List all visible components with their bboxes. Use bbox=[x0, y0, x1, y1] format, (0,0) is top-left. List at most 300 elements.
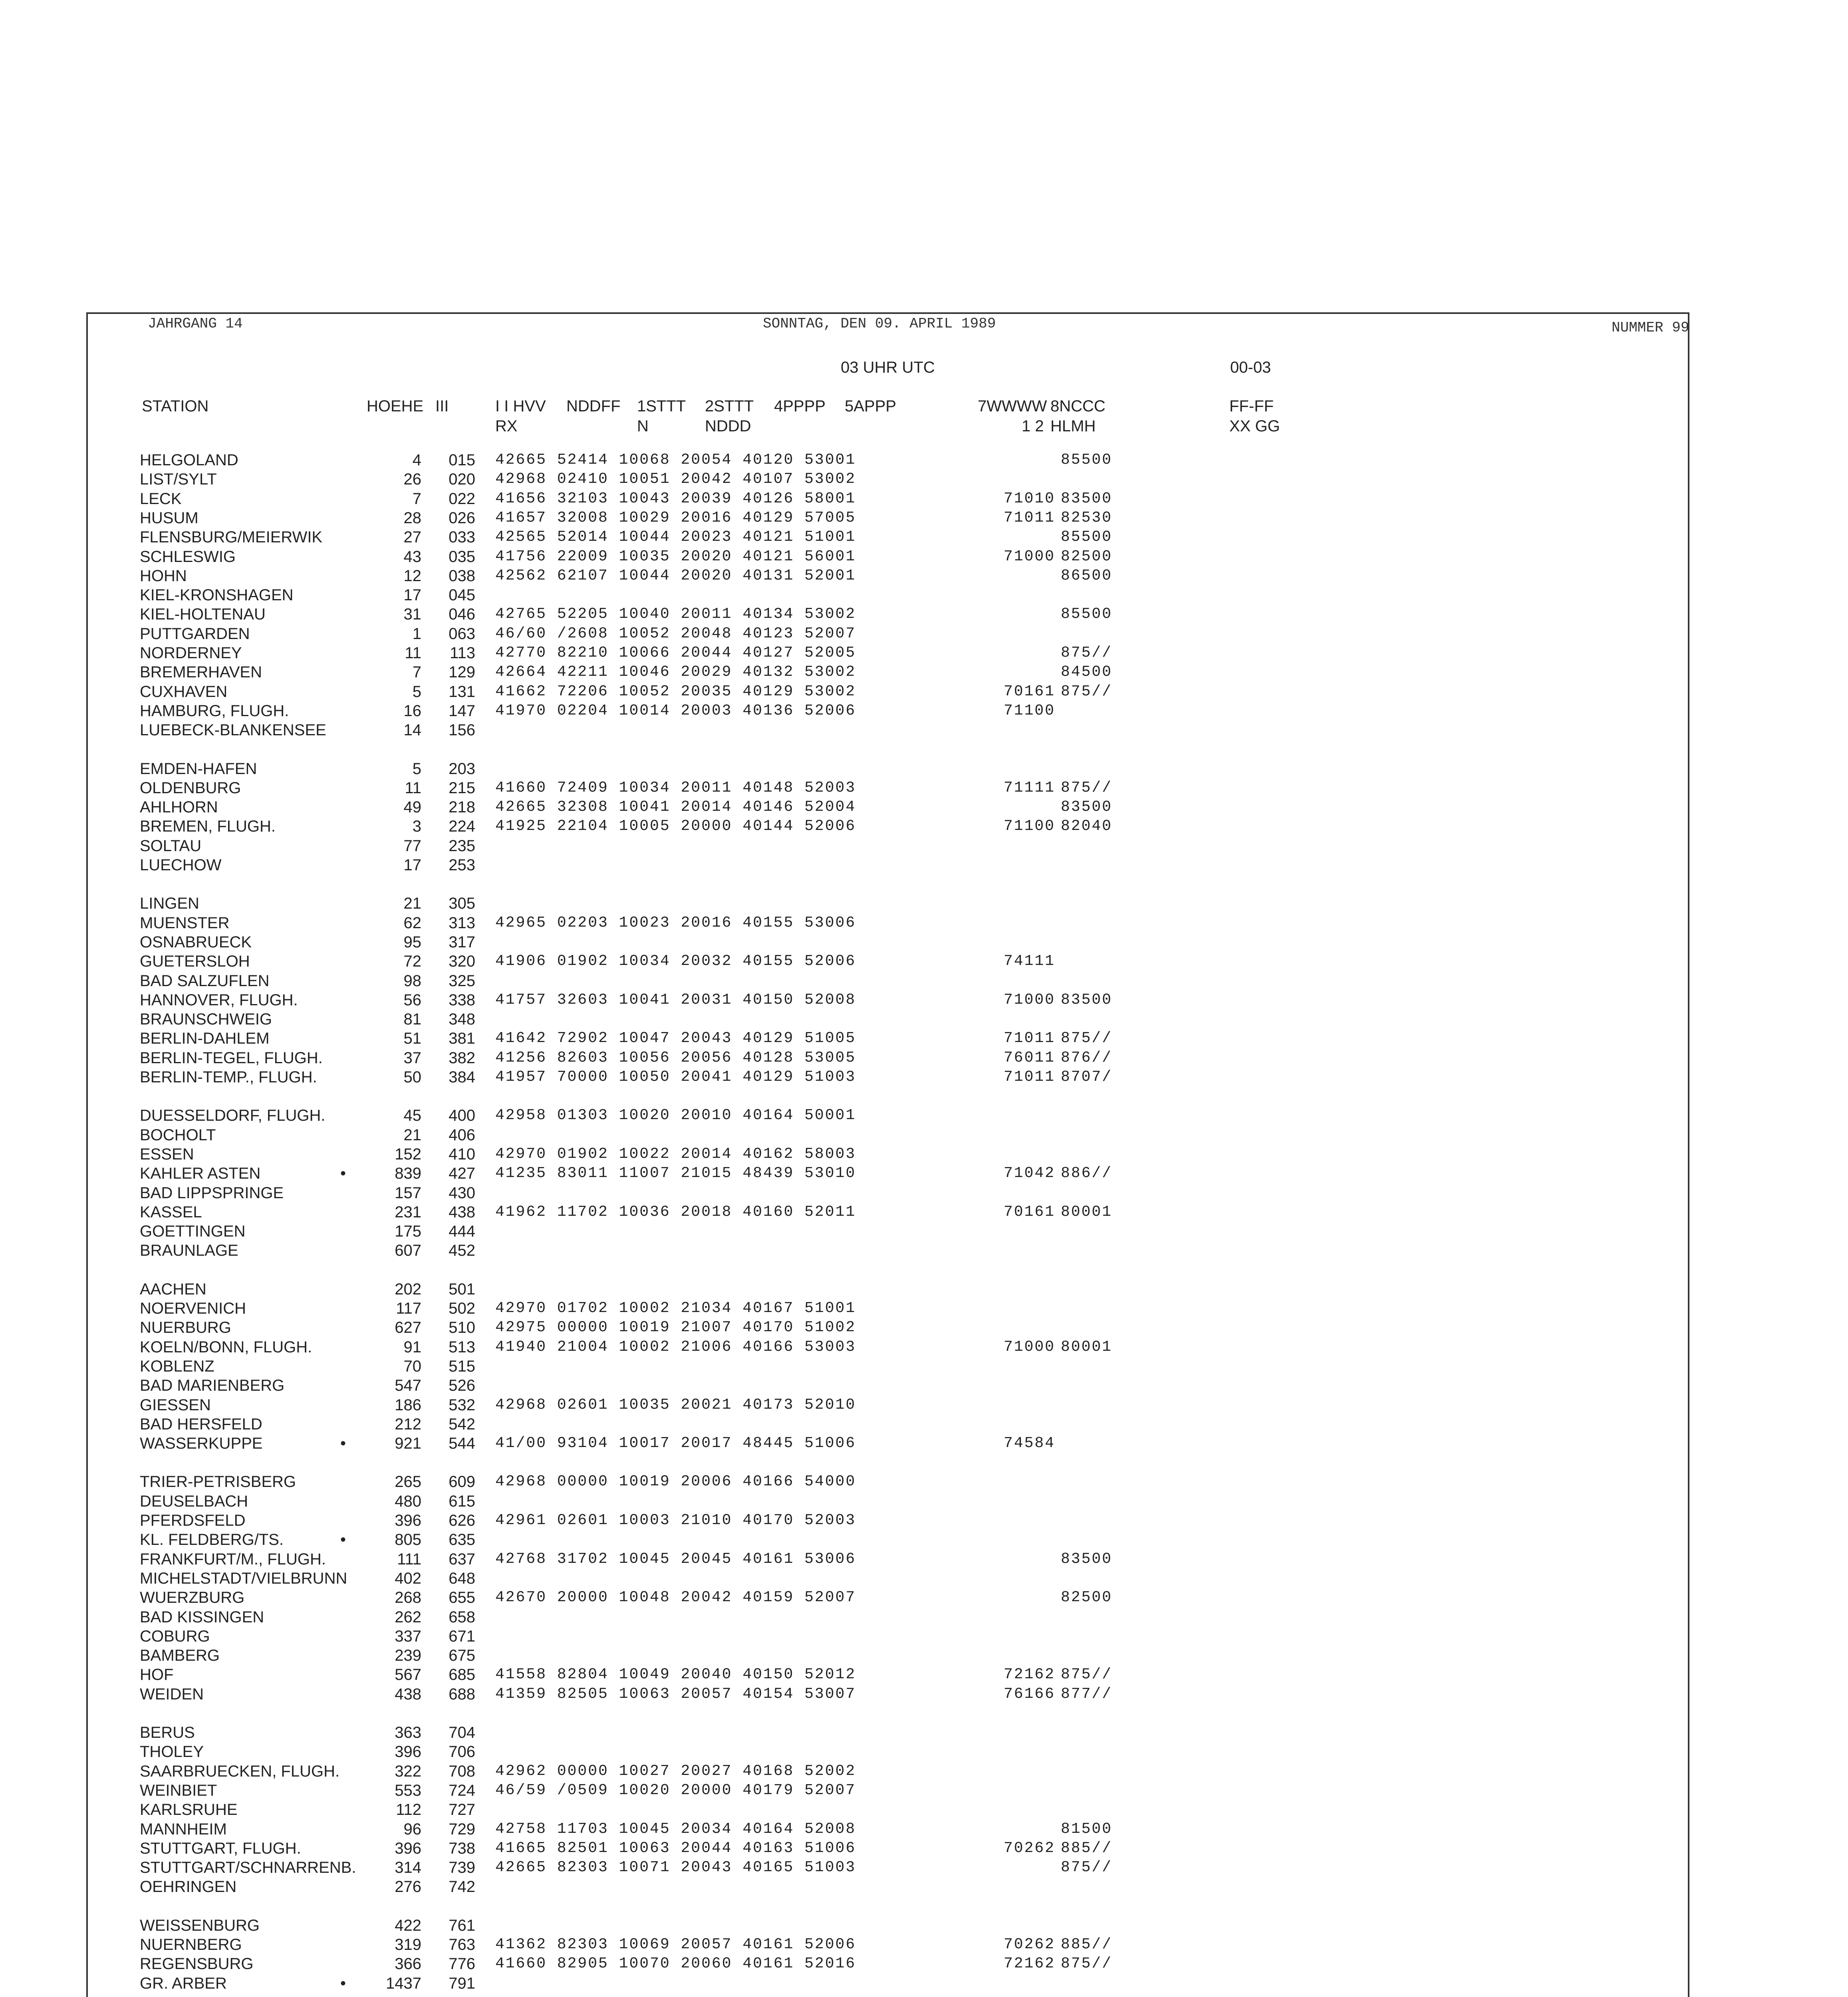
station-height: 480 bbox=[395, 1492, 421, 1510]
station-index: 742 bbox=[449, 1878, 475, 1896]
station-name: BAD HERSFELD bbox=[140, 1415, 262, 1433]
station-height: 49 bbox=[403, 798, 421, 816]
station-height: 26 bbox=[403, 470, 421, 488]
synop-groups: 42962 00000 10027 20027 40168 52002 bbox=[495, 1762, 856, 1780]
cloud-group: 85500 bbox=[1060, 605, 1112, 623]
weather-group: 70262 bbox=[1003, 1839, 1055, 1857]
station-name: KOBLENZ bbox=[140, 1357, 214, 1375]
station-name: HAMBURG, FLUGH. bbox=[140, 702, 289, 720]
synop-groups: 41256 82603 10056 20056 40128 53005 bbox=[495, 1049, 856, 1066]
station-height: 422 bbox=[395, 1916, 421, 1934]
synop-groups: 42961 02601 10003 21010 40170 52003 bbox=[495, 1512, 856, 1529]
station-name: BAD MARIENBERG bbox=[140, 1377, 285, 1395]
station-index: 515 bbox=[449, 1357, 475, 1375]
weather-group: 71011 bbox=[1003, 1068, 1055, 1086]
station-index: 038 bbox=[449, 567, 475, 585]
station-index: 430 bbox=[449, 1184, 475, 1202]
cloud-group: 86500 bbox=[1060, 567, 1112, 584]
station-name: BRAUNLAGE bbox=[140, 1242, 238, 1260]
station-index: 544 bbox=[449, 1435, 475, 1453]
station-index: 317 bbox=[449, 933, 475, 951]
synop-groups: 41660 72409 10034 20011 40148 52003 bbox=[495, 779, 856, 796]
station-name: LINGEN bbox=[140, 895, 199, 913]
col-group7-line1: 7WWWW bbox=[978, 397, 1047, 415]
synop-groups: 42968 00000 10019 20006 40166 54000 bbox=[495, 1473, 856, 1491]
station-height: 366 bbox=[395, 1955, 421, 1973]
station-index: 325 bbox=[449, 972, 475, 990]
synop-groups: 42665 32308 10041 20014 40146 52004 bbox=[495, 798, 856, 816]
station-height: 11 bbox=[405, 644, 421, 662]
cloud-group: 82500 bbox=[1060, 548, 1112, 565]
station-index: 046 bbox=[449, 605, 475, 623]
synop-groups: 42970 01702 10002 21034 40167 51001 bbox=[495, 1300, 856, 1317]
synop-groups: 41970 02204 10014 20003 40136 52006 bbox=[495, 702, 856, 719]
col-group4-line1: 2STTT bbox=[705, 397, 754, 415]
station-name: FLENSBURG/MEIERWIK bbox=[140, 528, 323, 546]
station-name: HUSUM bbox=[140, 509, 198, 527]
synop-groups: 41906 01902 10034 20032 40155 52006 bbox=[495, 953, 856, 970]
cloud-group: 875// bbox=[1060, 1666, 1112, 1683]
station-name: NORDERNEY bbox=[140, 644, 242, 662]
station-height: 112 bbox=[396, 1801, 421, 1819]
station-name: KL. FELDBERG/TS. bbox=[140, 1531, 284, 1549]
weather-group: 71111 bbox=[1003, 779, 1055, 796]
station-name: PFERDSFELD bbox=[140, 1512, 246, 1529]
station-name: LUEBECK-BLANKENSEE bbox=[140, 721, 326, 739]
station-index: 338 bbox=[449, 991, 475, 1009]
station-height: 43 bbox=[403, 548, 421, 566]
weather-group: 71000 bbox=[1003, 1338, 1055, 1356]
weather-group: 71042 bbox=[1003, 1165, 1055, 1182]
station-height: 117 bbox=[396, 1300, 421, 1317]
col-group3 bbox=[637, 396, 686, 436]
station-height: 337 bbox=[395, 1627, 421, 1645]
station-height: 98 bbox=[403, 972, 421, 990]
station-index: 147 bbox=[449, 702, 475, 720]
page-frame bbox=[86, 312, 1689, 1997]
cloud-group: 82530 bbox=[1060, 509, 1112, 526]
station-name: REGENSBURG bbox=[140, 1955, 254, 1973]
station-name: HELGOLAND bbox=[140, 451, 238, 469]
cloud-group: 876// bbox=[1060, 1049, 1112, 1066]
station-index: 129 bbox=[449, 663, 475, 681]
station-index: 348 bbox=[449, 1010, 475, 1028]
station-height: 268 bbox=[395, 1589, 421, 1607]
station-index: 410 bbox=[449, 1145, 475, 1163]
weather-group: 74111 bbox=[1003, 953, 1055, 970]
station-name: KARLSRUHE bbox=[140, 1801, 238, 1819]
station-name: GOETTINGEN bbox=[140, 1223, 246, 1241]
station-name: WEINBIET bbox=[140, 1781, 217, 1799]
station-height: 1437 bbox=[386, 1974, 421, 1992]
station-height: 547 bbox=[395, 1377, 421, 1395]
station-height: 202 bbox=[395, 1280, 421, 1298]
cloud-group: 875// bbox=[1060, 779, 1112, 796]
station-name: KOELN/BONN, FLUGH. bbox=[140, 1338, 312, 1356]
station-index: 791 bbox=[449, 1974, 475, 1992]
synop-groups: 42758 11703 10045 20034 40164 52008 bbox=[495, 1820, 856, 1838]
station-name: HOF bbox=[140, 1666, 174, 1684]
station-name: MUENSTER bbox=[140, 914, 230, 932]
station-name: CUXHAVEN bbox=[140, 683, 228, 701]
station-index: 776 bbox=[449, 1955, 475, 1973]
station-height: 56 bbox=[403, 991, 421, 1009]
synop-groups: 41660 82905 10070 20060 40161 52016 bbox=[495, 1955, 856, 1973]
synop-groups: 41757 32603 10041 20031 40150 52008 bbox=[495, 991, 856, 1008]
station-height: 77 bbox=[403, 837, 421, 855]
station-height: 239 bbox=[395, 1647, 421, 1665]
station-index: 382 bbox=[449, 1049, 475, 1067]
station-index: 739 bbox=[449, 1859, 475, 1877]
station-index: 688 bbox=[449, 1685, 475, 1703]
station-height: 50 bbox=[403, 1068, 421, 1086]
col-group7 bbox=[978, 396, 1047, 436]
station-height: 111 bbox=[397, 1550, 421, 1568]
station-index: 131 bbox=[449, 683, 475, 701]
station-height: 11 bbox=[405, 779, 421, 797]
station-index: 452 bbox=[449, 1242, 475, 1260]
synop-groups: 41662 72206 10052 20035 40129 53002 bbox=[495, 683, 856, 700]
station-index: 035 bbox=[449, 548, 475, 566]
weather-group: 76011 bbox=[1003, 1049, 1055, 1066]
station-height: 3 bbox=[412, 818, 421, 836]
col-group1 bbox=[495, 396, 546, 436]
station-height: 186 bbox=[395, 1396, 421, 1414]
station-index: 729 bbox=[449, 1820, 475, 1838]
synop-groups: 42975 00000 10019 21007 40170 51002 bbox=[495, 1319, 856, 1336]
date-label: SONNTAG, DEN 09. APRIL 1989 bbox=[763, 316, 996, 332]
station-height: 12 bbox=[403, 567, 421, 585]
weather-group: 71010 bbox=[1003, 490, 1055, 507]
weather-group: 74584 bbox=[1003, 1435, 1055, 1452]
station-height: 51 bbox=[403, 1030, 421, 1048]
cloud-group: 81500 bbox=[1060, 1820, 1112, 1838]
synop-groups: 42958 01303 10020 20010 40164 50001 bbox=[495, 1107, 856, 1124]
station-height: 5 bbox=[412, 683, 421, 701]
station-height: 396 bbox=[395, 1512, 421, 1529]
station-name: HANNOVER, FLUGH. bbox=[140, 991, 298, 1009]
station-name: NOERVENICH bbox=[140, 1300, 246, 1317]
synop-groups: 41657 32008 10029 20016 40129 57005 bbox=[495, 509, 856, 526]
station-index: 708 bbox=[449, 1762, 475, 1780]
station-index: 727 bbox=[449, 1801, 475, 1819]
station-height: 262 bbox=[395, 1608, 421, 1626]
station-name: OLDENBURG bbox=[140, 779, 241, 797]
station-name: BAD LIPPSPRINGE bbox=[140, 1184, 284, 1202]
station-index: 224 bbox=[449, 818, 475, 836]
station-index: 406 bbox=[449, 1126, 475, 1144]
station-name: AACHEN bbox=[140, 1280, 206, 1298]
station-name: WASSERKUPPE bbox=[140, 1435, 263, 1453]
station-height: 1 bbox=[412, 625, 421, 643]
station-index: 381 bbox=[449, 1030, 475, 1048]
cloud-group: 82500 bbox=[1060, 1589, 1112, 1606]
cloud-group: 80001 bbox=[1060, 1203, 1112, 1221]
synop-groups: 42768 31702 10045 20045 40161 53006 bbox=[495, 1550, 856, 1568]
cloud-group: 875// bbox=[1060, 683, 1112, 700]
station-name: BREMEN, FLUGH. bbox=[140, 818, 276, 836]
station-index: 313 bbox=[449, 914, 475, 932]
station-height: 438 bbox=[395, 1685, 421, 1703]
station-height: 70 bbox=[403, 1357, 421, 1375]
cloud-group: 885// bbox=[1060, 1936, 1112, 1953]
station-index: 513 bbox=[449, 1338, 475, 1356]
station-index: 501 bbox=[449, 1280, 475, 1298]
station-index: 671 bbox=[449, 1627, 475, 1645]
station-name: GIESSEN bbox=[140, 1396, 211, 1414]
weather-group: 70161 bbox=[1003, 1203, 1055, 1221]
station-height: 17 bbox=[403, 586, 421, 604]
station-index: 400 bbox=[449, 1107, 475, 1125]
col-group9 bbox=[1229, 396, 1280, 436]
station-height: 157 bbox=[395, 1184, 421, 1202]
station-index: 427 bbox=[449, 1165, 475, 1183]
weather-group: 72162 bbox=[1003, 1666, 1055, 1683]
synop-groups: 42968 02601 10035 20021 40173 52010 bbox=[495, 1396, 856, 1413]
col-group8-line1: 8NCCC bbox=[1050, 397, 1106, 415]
cloud-group: 875// bbox=[1060, 644, 1112, 661]
station-height: 175 bbox=[395, 1223, 421, 1241]
synop-groups: 41962 11702 10036 20018 40160 52011 bbox=[495, 1203, 856, 1221]
issue-number: NUMMER 99 bbox=[1612, 320, 1689, 336]
station-index: 063 bbox=[449, 625, 475, 643]
station-index: 615 bbox=[449, 1492, 475, 1510]
station-name: TRIER-PETRISBERG bbox=[140, 1473, 296, 1491]
col-group2: NDDFF bbox=[566, 397, 621, 415]
station-name: COBURG bbox=[140, 1627, 210, 1645]
station-name: STUTTGART, FLUGH. bbox=[140, 1839, 301, 1857]
station-name: LUECHOW bbox=[140, 856, 222, 874]
synop-groups: 42770 82210 10066 20044 40127 52005 bbox=[495, 644, 856, 661]
synop-groups: 41235 83011 11007 21015 48439 53010 bbox=[495, 1165, 856, 1182]
station-height: 839 bbox=[395, 1165, 421, 1183]
station-height: 363 bbox=[395, 1724, 421, 1741]
station-name: BAMBERG bbox=[140, 1647, 220, 1665]
weather-group: 71000 bbox=[1003, 548, 1055, 565]
station-index: 045 bbox=[449, 586, 475, 604]
synop-groups: 42665 82303 10071 20043 40165 51003 bbox=[495, 1859, 856, 1876]
station-name: BERLIN-DAHLEM bbox=[140, 1030, 270, 1048]
station-height: 322 bbox=[395, 1762, 421, 1780]
station-height: 21 bbox=[403, 1126, 421, 1144]
station-index: 510 bbox=[449, 1319, 475, 1337]
station-index: 235 bbox=[449, 837, 475, 855]
station-height: 17 bbox=[403, 856, 421, 874]
cloud-group: 83500 bbox=[1060, 798, 1112, 816]
synop-groups: 41359 82505 10063 20057 40154 53007 bbox=[495, 1685, 856, 1703]
station-height: 921 bbox=[395, 1435, 421, 1453]
col-iii: III bbox=[435, 397, 449, 415]
station-name: GUETERSLOH bbox=[140, 953, 250, 971]
station-height: 396 bbox=[395, 1839, 421, 1857]
station-index: 215 bbox=[449, 779, 475, 797]
station-name: SAARBRUECKEN, FLUGH. bbox=[140, 1762, 340, 1780]
station-index: 020 bbox=[449, 470, 475, 488]
station-height: 14 bbox=[403, 721, 421, 739]
station-index: 738 bbox=[449, 1839, 475, 1857]
station-height: 28 bbox=[403, 509, 421, 527]
station-index: 626 bbox=[449, 1512, 475, 1529]
station-index: 203 bbox=[449, 760, 475, 778]
cloud-group: 877// bbox=[1060, 1685, 1112, 1703]
cloud-group: 85500 bbox=[1060, 528, 1112, 546]
station-name: THOLEY bbox=[140, 1743, 204, 1761]
col-group3-line1: 1STTT bbox=[637, 397, 686, 415]
weather-group: 71100 bbox=[1003, 702, 1055, 719]
station-name: AHLHORN bbox=[140, 798, 218, 816]
station-index: 635 bbox=[449, 1531, 475, 1549]
col-group5: 4PPPP bbox=[774, 397, 826, 415]
synop-groups: 42970 01902 10022 20014 40162 58003 bbox=[495, 1145, 856, 1163]
station-index: 609 bbox=[449, 1473, 475, 1491]
station-height: 45 bbox=[403, 1107, 421, 1125]
station-index: 655 bbox=[449, 1589, 475, 1607]
station-index: 438 bbox=[449, 1203, 475, 1221]
station-height: 265 bbox=[395, 1473, 421, 1491]
station-index: 675 bbox=[449, 1647, 475, 1665]
cloud-group: 84500 bbox=[1060, 663, 1112, 681]
cloud-group: 80001 bbox=[1060, 1338, 1112, 1356]
station-name: OSNABRUECK bbox=[140, 933, 252, 951]
jahrgang-label: JAHRGANG 14 bbox=[148, 316, 243, 332]
station-height: 31 bbox=[403, 605, 421, 623]
station-height: 567 bbox=[395, 1666, 421, 1684]
station-index: 218 bbox=[449, 798, 475, 816]
station-name: BERLIN-TEGEL, FLUGH. bbox=[140, 1049, 323, 1067]
station-name: WEISSENBURG bbox=[140, 1916, 260, 1934]
station-name: MICHELSTADT/VIELBRUNN bbox=[140, 1569, 347, 1587]
station-height: 231 bbox=[395, 1203, 421, 1221]
synop-groups: 41925 22104 10005 20000 40144 52006 bbox=[495, 818, 856, 835]
station-index: 526 bbox=[449, 1377, 475, 1395]
col-group4-line2: NDDD bbox=[705, 417, 751, 435]
station-name: PUTTGARDEN bbox=[140, 625, 250, 643]
station-index: 305 bbox=[449, 895, 475, 913]
time-label: 03 UHR UTC bbox=[841, 359, 935, 376]
period-label: 00-03 bbox=[1230, 359, 1271, 376]
mountain-marker: • bbox=[340, 1435, 346, 1453]
synop-groups: 41665 82501 10063 20044 40163 51006 bbox=[495, 1839, 856, 1857]
station-name: ESSEN bbox=[140, 1145, 194, 1163]
station-name: KAHLER ASTEN bbox=[140, 1165, 261, 1183]
station-index: 724 bbox=[449, 1781, 475, 1799]
station-height: 212 bbox=[395, 1415, 421, 1433]
synop-groups: 42664 42211 10046 20029 40132 53002 bbox=[495, 663, 856, 681]
mountain-marker: • bbox=[340, 1974, 346, 1992]
station-index: 015 bbox=[449, 451, 475, 469]
station-height: 319 bbox=[395, 1936, 421, 1953]
station-height: 314 bbox=[395, 1859, 421, 1877]
synop-groups: 41957 70000 10050 20041 40129 51003 bbox=[495, 1068, 856, 1086]
mountain-marker: • bbox=[340, 1165, 346, 1183]
station-index: 113 bbox=[450, 644, 475, 662]
col-group6: 5APPP bbox=[845, 397, 896, 415]
station-index: 384 bbox=[449, 1068, 475, 1086]
synop-groups: 41756 22009 10035 20020 40121 56001 bbox=[495, 548, 856, 565]
mountain-marker: • bbox=[340, 1531, 346, 1549]
station-index: 685 bbox=[449, 1666, 475, 1684]
col-group7-line2: 1 2 bbox=[1022, 417, 1044, 435]
station-height: 16 bbox=[403, 702, 421, 720]
station-name: WUERZBURG bbox=[140, 1589, 245, 1607]
cloud-group: 875// bbox=[1060, 1859, 1112, 1876]
weather-group: 71100 bbox=[1003, 818, 1055, 835]
weather-group: 70262 bbox=[1003, 1936, 1055, 1953]
station-name: BRAUNSCHWEIG bbox=[140, 1010, 272, 1028]
station-name: EMDEN-HAFEN bbox=[140, 760, 257, 778]
station-name: OEHRINGEN bbox=[140, 1878, 237, 1896]
station-index: 320 bbox=[449, 953, 475, 971]
station-name: KIEL-KRONSHAGEN bbox=[140, 586, 294, 604]
cloud-group: 886// bbox=[1060, 1165, 1112, 1182]
synop-groups: 41656 32103 10043 20039 40126 58001 bbox=[495, 490, 856, 507]
weather-group: 76166 bbox=[1003, 1685, 1055, 1703]
cloud-group: 83500 bbox=[1060, 490, 1112, 507]
station-name: LECK bbox=[140, 490, 182, 508]
col-group8-line2: HLMH bbox=[1050, 417, 1096, 435]
station-index: 704 bbox=[449, 1724, 475, 1741]
weather-group: 71011 bbox=[1003, 1030, 1055, 1047]
synop-groups: 41642 72902 10047 20043 40129 51005 bbox=[495, 1030, 856, 1047]
station-height: 62 bbox=[403, 914, 421, 932]
station-height: 276 bbox=[395, 1878, 421, 1896]
station-index: 763 bbox=[449, 1936, 475, 1953]
station-height: 607 bbox=[395, 1242, 421, 1260]
synop-groups: 42665 52414 10068 20054 40120 53001 bbox=[495, 451, 856, 468]
station-name: BAD KISSINGEN bbox=[140, 1608, 264, 1626]
station-height: 396 bbox=[395, 1743, 421, 1761]
synop-groups: 46/59 /0509 10020 20000 40179 52007 bbox=[495, 1781, 856, 1799]
col-group9-line2: XX GG bbox=[1229, 417, 1280, 435]
synop-groups: 41/00 93104 10017 20017 48445 51006 bbox=[495, 1435, 856, 1452]
station-name: DUESSELDORF, FLUGH. bbox=[140, 1107, 326, 1125]
station-index: 542 bbox=[449, 1415, 475, 1433]
station-name: NUERBURG bbox=[140, 1319, 231, 1337]
station-index: 022 bbox=[449, 490, 475, 508]
station-height: 5 bbox=[412, 760, 421, 778]
station-name: SCHLESWIG bbox=[140, 548, 236, 566]
cloud-group: 85500 bbox=[1060, 451, 1112, 468]
synop-groups: 42565 52014 10044 20023 40121 51001 bbox=[495, 528, 856, 546]
station-height: 4 bbox=[412, 451, 421, 469]
synop-groups: 42765 52205 10040 20011 40134 53002 bbox=[495, 605, 856, 623]
cloud-group: 82040 bbox=[1060, 818, 1112, 835]
cloud-group: 83500 bbox=[1060, 1550, 1112, 1568]
station-index: 253 bbox=[449, 856, 475, 874]
station-name: KIEL-HOLTENAU bbox=[140, 605, 266, 623]
station-index: 026 bbox=[449, 509, 475, 527]
station-height: 627 bbox=[395, 1319, 421, 1337]
cloud-group: 875// bbox=[1060, 1030, 1112, 1047]
station-name: LIST/SYLT bbox=[140, 470, 217, 488]
station-index: 156 bbox=[449, 721, 475, 739]
synop-groups: 42562 62107 10044 20020 40131 52001 bbox=[495, 567, 856, 584]
station-height: 91 bbox=[403, 1338, 421, 1356]
station-height: 96 bbox=[403, 1820, 421, 1838]
station-name: WEIDEN bbox=[140, 1685, 204, 1703]
col-group3-line2: N bbox=[637, 417, 649, 435]
station-name: GR. ARBER bbox=[140, 1974, 227, 1992]
cloud-group: 83500 bbox=[1060, 991, 1112, 1008]
weather-group: 72162 bbox=[1003, 1955, 1055, 1973]
col-group4 bbox=[705, 396, 754, 436]
station-height: 95 bbox=[403, 933, 421, 951]
weather-group: 70161 bbox=[1003, 683, 1055, 700]
station-height: 72 bbox=[403, 953, 421, 971]
station-height: 81 bbox=[403, 1010, 421, 1028]
station-height: 402 bbox=[395, 1569, 421, 1587]
col-group9-line1: FF-FF bbox=[1229, 397, 1274, 415]
